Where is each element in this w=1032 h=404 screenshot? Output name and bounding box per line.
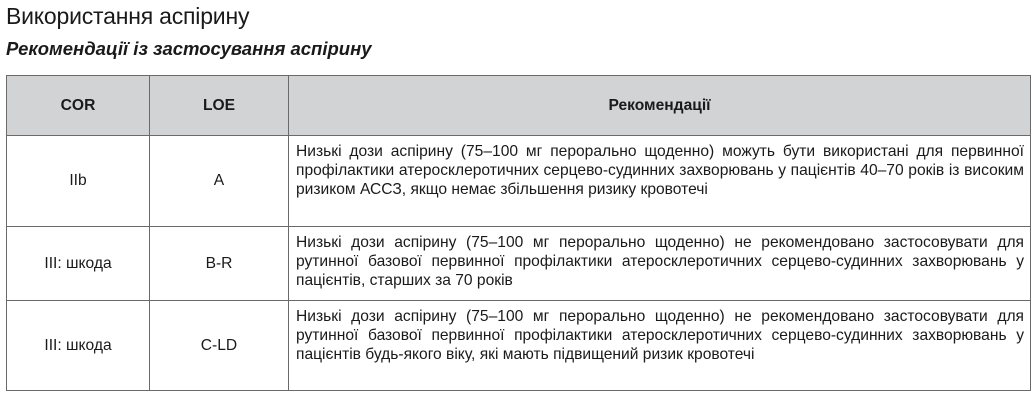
header-loe: LOE <box>150 76 289 136</box>
recommendations-table <box>6 75 1031 391</box>
cell-recommendation: Низькі дози аспірину (75–100 мг перорально щоденно) не рекомендовано застосовувати для рутинної базової первинної профілактики атеросклеротичних серцево-судинних захворювань у пацієнтів будь-якого віку, які мають підвищений ризик кровотечі <box>289 301 1031 391</box>
cell-recommendation: Низькі дози аспірину (75–100 мг перорально щоденно) не рекомендовано застосовувати для рутинної базової первинної профілактики атеросклеротичних серцево-судинних захворювань у пацієнтів, старших за 70 років <box>289 227 1031 301</box>
cell-loe: B-R <box>150 227 289 301</box>
table-header-row <box>7 76 1031 136</box>
cell-recommendation: Низькі дози аспірину (75–100 мг перорально щоденно) можуть бути використані для первинної профілактики атеросклеротичних серцево-судинних захворювань у пацієнтів 40–70 років із високим ризиком АССЗ, якщо немає збільшення ризику кровотечі <box>289 136 1031 227</box>
cell-cor: III: шкода <box>7 301 150 391</box>
header-cor: COR <box>7 76 150 136</box>
header-recommendation: Рекомендації <box>289 76 1031 136</box>
table-row <box>7 227 1031 301</box>
cell-cor: IIb <box>7 136 150 227</box>
table-row <box>7 136 1031 227</box>
section-title: Використання аспірину <box>6 3 250 29</box>
section-subtitle: Рекомендації із застосування аспірину <box>6 38 372 59</box>
table-row <box>7 301 1031 391</box>
cell-cor: III: шкода <box>7 227 150 301</box>
cell-loe: C-LD <box>150 301 289 391</box>
cell-loe: A <box>150 136 289 227</box>
